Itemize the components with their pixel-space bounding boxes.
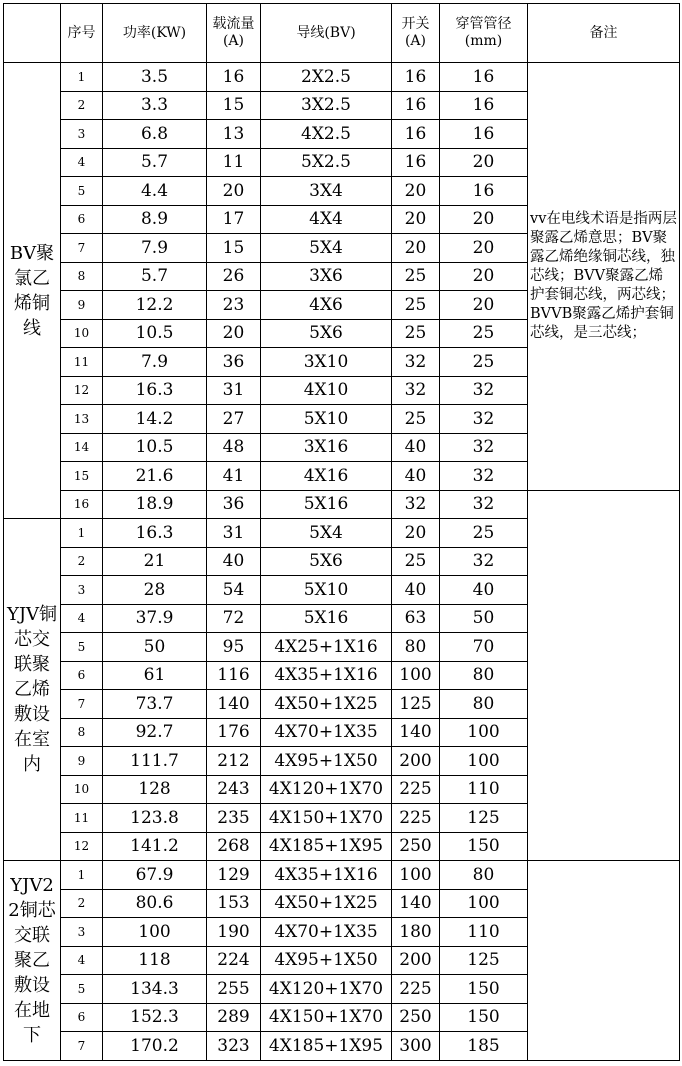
- cell-switch: 200: [392, 946, 440, 975]
- cell-conduit: 32: [440, 405, 528, 434]
- cell-current: 26: [207, 262, 261, 291]
- cell-conduit: 25: [440, 348, 528, 377]
- cell-conduit: 70: [440, 633, 528, 662]
- cell-current: 235: [207, 804, 261, 833]
- cell-switch: 100: [392, 661, 440, 690]
- cell-power: 16.3: [103, 376, 207, 405]
- cell-wire: 3X16: [261, 433, 392, 462]
- cell-switch: 25: [392, 291, 440, 320]
- cell-power: 7.9: [103, 234, 207, 263]
- cell-wire: 3X2.5: [261, 91, 392, 120]
- group-label: BV聚氯乙烯铜线: [4, 63, 61, 519]
- cell-current: 48: [207, 433, 261, 462]
- cell-index: 9: [61, 291, 103, 320]
- cell-index: 8: [61, 262, 103, 291]
- cell-power: 134.3: [103, 975, 207, 1004]
- cell-wire: 5X16: [261, 604, 392, 633]
- cell-wire: 5X16: [261, 490, 392, 519]
- cell-index: 3: [61, 120, 103, 149]
- cell-wire: 2X2.5: [261, 63, 392, 92]
- cell-current: 95: [207, 633, 261, 662]
- cell-current: 36: [207, 490, 261, 519]
- cell-switch: 225: [392, 975, 440, 1004]
- cell-conduit: 32: [440, 376, 528, 405]
- cell-conduit: 20: [440, 234, 528, 263]
- cell-power: 141.2: [103, 832, 207, 861]
- cell-wire: 4X50+1X25: [261, 690, 392, 719]
- cell-index: 4: [61, 604, 103, 633]
- cell-current: 140: [207, 690, 261, 719]
- cell-switch: 300: [392, 1032, 440, 1061]
- cell-conduit: 150: [440, 832, 528, 861]
- cell-index: 2: [61, 889, 103, 918]
- cell-current: 72: [207, 604, 261, 633]
- header-group: [4, 4, 61, 63]
- cell-conduit: 80: [440, 661, 528, 690]
- cell-switch: 32: [392, 490, 440, 519]
- cell-switch: 125: [392, 690, 440, 719]
- cell-conduit: 25: [440, 319, 528, 348]
- cell-wire: 4X95+1X50: [261, 946, 392, 975]
- header-current: 载流量(A): [207, 4, 261, 63]
- cell-index: 10: [61, 775, 103, 804]
- cell-wire: 4X185+1X95: [261, 832, 392, 861]
- cell-index: 14: [61, 433, 103, 462]
- cell-switch: 20: [392, 177, 440, 206]
- cell-current: 224: [207, 946, 261, 975]
- cell-current: 20: [207, 177, 261, 206]
- cell-conduit: 32: [440, 462, 528, 491]
- cell-current: 31: [207, 519, 261, 548]
- cell-current: 11: [207, 148, 261, 177]
- cell-conduit: 25: [440, 519, 528, 548]
- cell-switch: 225: [392, 804, 440, 833]
- cell-power: 92.7: [103, 718, 207, 747]
- cell-power: 10.5: [103, 433, 207, 462]
- cell-wire: 4X95+1X50: [261, 747, 392, 776]
- cell-index: 7: [61, 234, 103, 263]
- cell-conduit: 32: [440, 547, 528, 576]
- cell-index: 11: [61, 804, 103, 833]
- cell-switch: 16: [392, 148, 440, 177]
- note-cell: vv在电线术语是指两层聚露乙烯意思；BV聚露乙烯绝缘铜芯线，独芯线；BVV聚露乙烯护套铜芯线，两芯线；BVVB聚露乙烯护套铜芯线，是三芯线；: [528, 63, 680, 491]
- note-blank-cell: [528, 490, 680, 861]
- cell-wire: 4X50+1X25: [261, 889, 392, 918]
- cell-switch: 250: [392, 1003, 440, 1032]
- cell-wire: 4X120+1X70: [261, 775, 392, 804]
- cell-power: 4.4: [103, 177, 207, 206]
- cell-current: 289: [207, 1003, 261, 1032]
- cell-current: 54: [207, 576, 261, 605]
- cell-wire: 4X185+1X95: [261, 1032, 392, 1061]
- cell-power: 80.6: [103, 889, 207, 918]
- cell-power: 5.7: [103, 262, 207, 291]
- cell-wire: 5X2.5: [261, 148, 392, 177]
- cell-index: 4: [61, 148, 103, 177]
- cell-conduit: 32: [440, 490, 528, 519]
- cell-current: 190: [207, 918, 261, 947]
- header-wire: 导线(BV): [261, 4, 392, 63]
- cell-current: 212: [207, 747, 261, 776]
- cell-conduit: 150: [440, 1003, 528, 1032]
- cell-index: 15: [61, 462, 103, 491]
- cell-power: 152.3: [103, 1003, 207, 1032]
- cell-index: 8: [61, 718, 103, 747]
- cell-power: 128: [103, 775, 207, 804]
- cell-wire: 4X6: [261, 291, 392, 320]
- cell-index: 5: [61, 975, 103, 1004]
- cell-power: 73.7: [103, 690, 207, 719]
- cell-wire: 3X10: [261, 348, 392, 377]
- cell-switch: 25: [392, 262, 440, 291]
- cell-switch: 32: [392, 376, 440, 405]
- cell-index: 2: [61, 91, 103, 120]
- cell-index: 4: [61, 946, 103, 975]
- table-body: [4, 63, 680, 1061]
- cell-current: 27: [207, 405, 261, 434]
- cell-index: 16: [61, 490, 103, 519]
- cell-current: 23: [207, 291, 261, 320]
- cell-conduit: 16: [440, 63, 528, 92]
- cell-conduit: 100: [440, 718, 528, 747]
- cell-index: 6: [61, 1003, 103, 1032]
- cell-power: 123.8: [103, 804, 207, 833]
- cell-wire: 5X6: [261, 547, 392, 576]
- cell-power: 100: [103, 918, 207, 947]
- cell-conduit: 125: [440, 946, 528, 975]
- cell-power: 3.5: [103, 63, 207, 92]
- cell-switch: 16: [392, 91, 440, 120]
- cell-index: 2: [61, 547, 103, 576]
- cell-conduit: 16: [440, 91, 528, 120]
- cell-index: 5: [61, 177, 103, 206]
- cell-switch: 25: [392, 405, 440, 434]
- cell-power: 111.7: [103, 747, 207, 776]
- cell-index: 3: [61, 576, 103, 605]
- group-label: YJV22铜芯交联聚乙敷设在地下: [4, 861, 61, 1061]
- cell-current: 13: [207, 120, 261, 149]
- cell-power: 21.6: [103, 462, 207, 491]
- cell-conduit: 185: [440, 1032, 528, 1061]
- cell-current: 243: [207, 775, 261, 804]
- cell-index: 5: [61, 633, 103, 662]
- cable-spec-table: [3, 3, 680, 1061]
- cell-power: 50: [103, 633, 207, 662]
- cell-conduit: 40: [440, 576, 528, 605]
- cell-wire: 4X2.5: [261, 120, 392, 149]
- cell-switch: 32: [392, 348, 440, 377]
- cell-switch: 40: [392, 576, 440, 605]
- cell-switch: 225: [392, 775, 440, 804]
- cell-wire: 4X10: [261, 376, 392, 405]
- cell-wire: 4X4: [261, 205, 392, 234]
- cell-power: 7.9: [103, 348, 207, 377]
- cell-switch: 20: [392, 234, 440, 263]
- cell-wire: 5X10: [261, 576, 392, 605]
- cell-switch: 140: [392, 889, 440, 918]
- cell-conduit: 50: [440, 604, 528, 633]
- cell-switch: 20: [392, 205, 440, 234]
- cell-wire: 5X6: [261, 319, 392, 348]
- cell-conduit: 125: [440, 804, 528, 833]
- cell-conduit: 110: [440, 775, 528, 804]
- cell-index: 1: [61, 519, 103, 548]
- cell-conduit: 80: [440, 690, 528, 719]
- cell-current: 176: [207, 718, 261, 747]
- cell-current: 15: [207, 91, 261, 120]
- cell-current: 255: [207, 975, 261, 1004]
- cell-wire: 4X35+1X16: [261, 861, 392, 890]
- cell-conduit: 16: [440, 177, 528, 206]
- note-blank-cell: [528, 861, 680, 1061]
- cell-index: 11: [61, 348, 103, 377]
- header-power: 功率(KW): [103, 4, 207, 63]
- cell-current: 40: [207, 547, 261, 576]
- cell-switch: 63: [392, 604, 440, 633]
- cell-switch: 100: [392, 861, 440, 890]
- cell-wire: 4X70+1X35: [261, 918, 392, 947]
- cell-wire: 4X70+1X35: [261, 718, 392, 747]
- cell-conduit: 20: [440, 262, 528, 291]
- cell-index: 9: [61, 747, 103, 776]
- cell-conduit: 20: [440, 291, 528, 320]
- group-label: YJV铜芯交联聚乙烯敷设在室内: [4, 519, 61, 861]
- table-header: [4, 4, 680, 63]
- cell-switch: 140: [392, 718, 440, 747]
- cell-current: 116: [207, 661, 261, 690]
- cell-wire: 4X25+1X16: [261, 633, 392, 662]
- cell-power: 10.5: [103, 319, 207, 348]
- cell-wire: 4X150+1X70: [261, 1003, 392, 1032]
- cell-power: 67.9: [103, 861, 207, 890]
- cell-current: 15: [207, 234, 261, 263]
- table-row: [4, 861, 680, 890]
- cell-current: 129: [207, 861, 261, 890]
- cell-index: 1: [61, 63, 103, 92]
- cell-switch: 25: [392, 547, 440, 576]
- cell-index: 3: [61, 918, 103, 947]
- cell-power: 8.9: [103, 205, 207, 234]
- cell-current: 20: [207, 319, 261, 348]
- cell-power: 3.3: [103, 91, 207, 120]
- cell-switch: 25: [392, 319, 440, 348]
- cell-index: 7: [61, 1032, 103, 1061]
- cell-conduit: 32: [440, 433, 528, 462]
- cell-wire: 5X4: [261, 519, 392, 548]
- cell-power: 28: [103, 576, 207, 605]
- cell-switch: 80: [392, 633, 440, 662]
- cell-switch: 16: [392, 120, 440, 149]
- cell-index: 6: [61, 661, 103, 690]
- cell-current: 31: [207, 376, 261, 405]
- cell-switch: 40: [392, 462, 440, 491]
- cell-conduit: 20: [440, 205, 528, 234]
- cell-power: 5.7: [103, 148, 207, 177]
- cell-power: 61: [103, 661, 207, 690]
- cell-switch: 40: [392, 433, 440, 462]
- header-index: 序号: [61, 4, 103, 63]
- cell-conduit: 100: [440, 747, 528, 776]
- cell-wire: 5X4: [261, 234, 392, 263]
- cell-current: 41: [207, 462, 261, 491]
- cell-power: 12.2: [103, 291, 207, 320]
- cell-power: 21: [103, 547, 207, 576]
- cell-switch: 180: [392, 918, 440, 947]
- cell-conduit: 20: [440, 148, 528, 177]
- cell-switch: 200: [392, 747, 440, 776]
- cell-wire: 5X10: [261, 405, 392, 434]
- cell-index: 12: [61, 376, 103, 405]
- cell-power: 118: [103, 946, 207, 975]
- cell-index: 12: [61, 832, 103, 861]
- cell-power: 16.3: [103, 519, 207, 548]
- cell-current: 16: [207, 63, 261, 92]
- cell-conduit: 80: [440, 861, 528, 890]
- cell-current: 268: [207, 832, 261, 861]
- cell-power: 6.8: [103, 120, 207, 149]
- header-switch: 开关(A): [392, 4, 440, 63]
- cell-conduit: 150: [440, 975, 528, 1004]
- cell-current: 17: [207, 205, 261, 234]
- cell-current: 323: [207, 1032, 261, 1061]
- cell-index: 10: [61, 319, 103, 348]
- cell-index: 6: [61, 205, 103, 234]
- cell-power: 37.9: [103, 604, 207, 633]
- table-row: [4, 490, 680, 519]
- cell-switch: 20: [392, 519, 440, 548]
- cell-wire: 4X16: [261, 462, 392, 491]
- cell-power: 170.2: [103, 1032, 207, 1061]
- cell-wire: 3X6: [261, 262, 392, 291]
- cell-power: 14.2: [103, 405, 207, 434]
- cell-current: 36: [207, 348, 261, 377]
- header-note: 备注: [528, 4, 680, 63]
- header-row: [4, 4, 680, 63]
- cell-power: 18.9: [103, 490, 207, 519]
- cell-current: 153: [207, 889, 261, 918]
- cell-switch: 16: [392, 63, 440, 92]
- cell-switch: 250: [392, 832, 440, 861]
- cell-wire: 4X120+1X70: [261, 975, 392, 1004]
- cell-conduit: 100: [440, 889, 528, 918]
- cell-index: 1: [61, 861, 103, 890]
- header-conduit: 穿管管径(mm): [440, 4, 528, 63]
- cell-wire: 3X4: [261, 177, 392, 206]
- table-row: [4, 63, 680, 92]
- cell-index: 7: [61, 690, 103, 719]
- cell-wire: 4X35+1X16: [261, 661, 392, 690]
- cell-index: 13: [61, 405, 103, 434]
- cell-conduit: 16: [440, 120, 528, 149]
- cell-wire: 4X150+1X70: [261, 804, 392, 833]
- cell-conduit: 110: [440, 918, 528, 947]
